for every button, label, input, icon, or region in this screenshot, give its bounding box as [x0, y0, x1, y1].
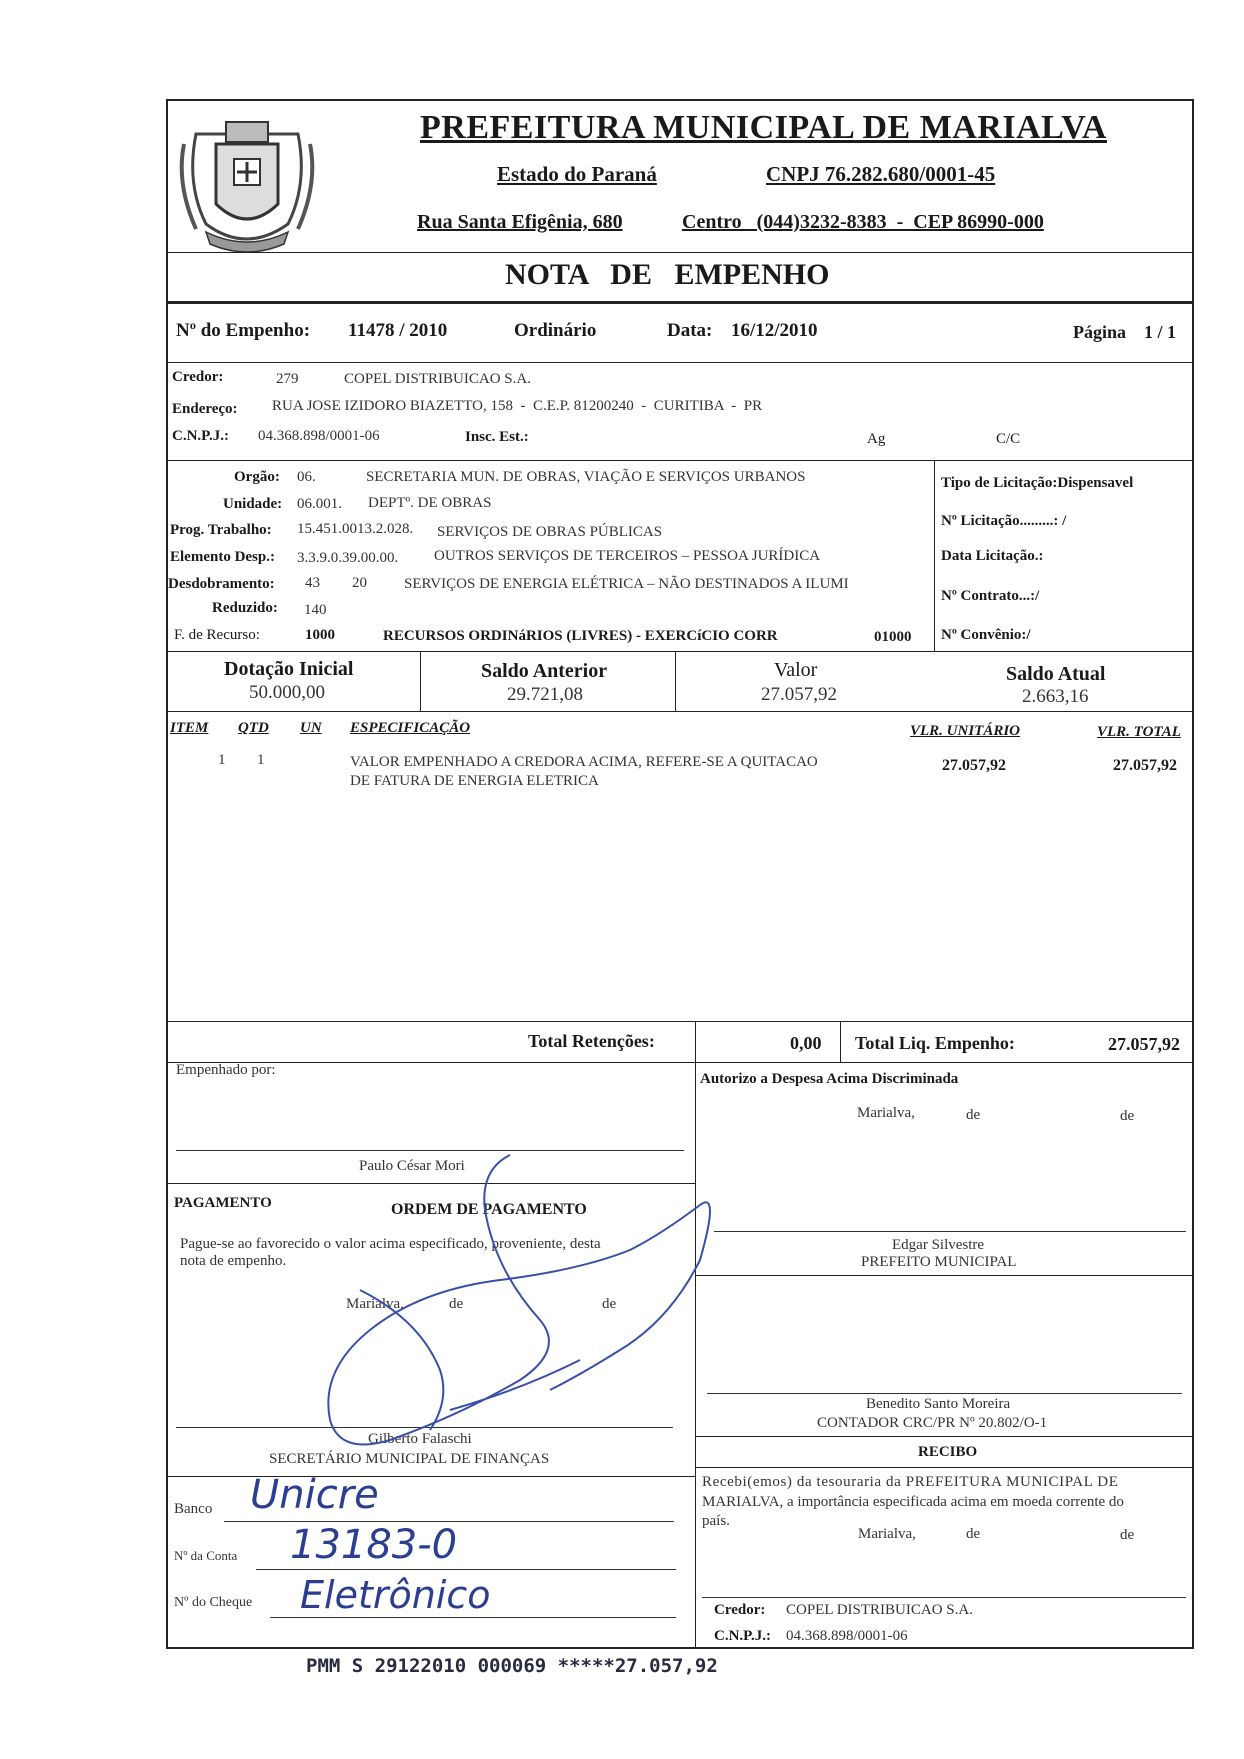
- autorizo-de1: de: [966, 1107, 981, 1123]
- col-especificacao: ESPECIFICAÇÃO: [350, 720, 471, 736]
- ordem-pagamento-label: ORDEM DE PAGAMENTO: [391, 1201, 587, 1218]
- retencoes-value: 0,00: [790, 1033, 822, 1053]
- orgao-label: Orgão:: [234, 469, 280, 485]
- divider: [695, 1021, 696, 1063]
- divider: [695, 1436, 1194, 1437]
- cheque-handwritten: Eletrônico: [300, 1573, 491, 1617]
- coat-of-arms-icon: [176, 104, 318, 260]
- divider: [166, 651, 1194, 652]
- desdobramento-code1: 43: [305, 575, 320, 591]
- cnpj-credor-value: 04.368.898/0001-06: [258, 428, 380, 444]
- recibo-de1: de: [966, 1526, 981, 1542]
- conta-handwritten: 13183-0: [290, 1522, 458, 1568]
- saldo-atual-value: 2.663,16: [1022, 686, 1089, 707]
- unidade-code: 06.001.: [297, 496, 342, 512]
- empenhado-name: Paulo César Mori: [359, 1158, 465, 1174]
- empenho-number-label: Nº do Empenho:: [176, 320, 311, 341]
- recibo-text-line3: país.: [702, 1513, 730, 1529]
- prefeito-title: PREFEITO MUNICIPAL: [861, 1254, 1017, 1270]
- fonte-label: F. de Recurso:: [174, 627, 260, 643]
- valor-label: Valor: [774, 659, 818, 681]
- item-qtd: 1: [257, 752, 265, 768]
- elemento-value: OUTROS SERVIÇOS DE TERCEIROS – PESSOA JURÍDICA: [434, 548, 821, 564]
- signature-line: [707, 1393, 1182, 1394]
- recibo-credor-label: Credor:: [714, 1602, 766, 1618]
- page-number: 1 / 1: [1144, 322, 1177, 342]
- contador-title: CONTADOR CRC/PR Nº 20.802/O-1: [817, 1415, 1048, 1431]
- credor-name: COPEL DISTRIBUICAO S.A.: [344, 371, 531, 387]
- district-phone-label: Centro (044)3232-8383 - CEP 86990-000: [682, 211, 1044, 233]
- doc-title: NOTA DE EMPENHO: [505, 258, 830, 291]
- orgao-code: 06.: [297, 469, 316, 485]
- page-title: PREFEITURA MUNICIPAL DE MARIALVA: [420, 109, 1107, 146]
- divider: [166, 252, 1194, 253]
- licitacao-contrato: Nº Contrato...:/: [941, 588, 1040, 604]
- divider: [166, 301, 1194, 304]
- item-espec-line1: VALOR EMPENHADO A CREDORA ACIMA, REFERE-SE A QUITACAO: [350, 754, 818, 770]
- empenhado-label: Empenhado por:: [176, 1062, 276, 1078]
- insc-label: Insc. Est.:: [465, 429, 529, 445]
- cc-label: C/C: [996, 431, 1021, 447]
- prog-code: 15.451.0013.2.028.: [297, 521, 414, 537]
- endereco-value: RUA JOSE IZIDORO BIAZETTO, 158 - C.E.P. 81200240 - CURITIBA - PR: [272, 398, 763, 414]
- ag-label: Ag: [867, 431, 886, 447]
- prog-label: Prog. Trabalho:: [170, 522, 272, 538]
- prog-value: SERVIÇOS DE OBRAS PÚBLICAS: [437, 524, 663, 540]
- divider: [934, 460, 935, 651]
- signature-line: [714, 1231, 1186, 1232]
- conta-line: [256, 1569, 676, 1570]
- autorizo-local: Marialva,: [857, 1105, 915, 1121]
- divider: [166, 711, 1194, 712]
- col-item: ITEM: [170, 720, 209, 736]
- recibo-text-line1: Recebi(emos) da tesouraria da PREFEITURA MUNICIPAL DE: [702, 1474, 1119, 1490]
- banco-label: Banco: [174, 1501, 213, 1517]
- divider: [166, 362, 1194, 363]
- divider: [166, 1476, 695, 1477]
- secretario-name: Gilberto Falaschi: [368, 1431, 472, 1447]
- reduzido-value: 140: [304, 602, 327, 618]
- pagamento-de2: de: [602, 1296, 617, 1312]
- state-label: Estado do Paraná: [497, 162, 657, 186]
- banco-handwritten: Unicre: [250, 1472, 379, 1518]
- pagamento-local: Marialva,: [346, 1296, 404, 1312]
- dotacao-inicial-value: 50.000,00: [249, 682, 325, 703]
- fonte-number: 01000: [874, 629, 912, 645]
- divider: [695, 1467, 1194, 1468]
- item-total-value: 27.057,92: [1113, 757, 1177, 774]
- empenho-number: 11478 / 2010: [348, 320, 448, 341]
- desdobramento-label: Desdobramento:: [168, 576, 275, 592]
- pagamento-text-line1: Pague-se ao favorecido o valor acima especificado, proveniente, desta: [180, 1236, 601, 1252]
- licitacao-tipo: Tipo de Licitação:Dispensavel: [941, 475, 1134, 491]
- licitacao-numero: Nº Licitação.........: /: [941, 513, 1067, 529]
- date-label: Data:: [667, 320, 713, 341]
- handwritten-signature: [300, 1150, 720, 1460]
- autorizo-label: Autorizo a Despesa Acima Discriminada: [700, 1071, 959, 1087]
- divider: [166, 1062, 1194, 1063]
- address-label: Rua Santa Efigênia, 680: [417, 211, 623, 233]
- liq-label: Total Liq. Empenho:: [855, 1033, 1015, 1053]
- recibo-cnpj-label: C.N.P.J.:: [714, 1628, 771, 1644]
- divider: [166, 1021, 1194, 1022]
- date-value: 16/12/2010: [731, 320, 818, 341]
- recibo-cnpj-value: 04.368.898/0001-06: [786, 1628, 908, 1644]
- unidade-value: DEPTº. DE OBRAS: [368, 495, 492, 511]
- licitacao-convenio: Nº Convênio:/: [941, 627, 1031, 643]
- col-qtd: QTD: [238, 720, 269, 736]
- divider: [840, 1021, 841, 1063]
- cnpj-credor-label: C.N.P.J.:: [172, 428, 229, 444]
- pagamento-label: PAGAMENTO: [174, 1195, 272, 1211]
- reduzido-label: Reduzido:: [212, 600, 278, 616]
- item-espec-line2: DE FATURA DE ENERGIA ELETRICA: [350, 773, 599, 789]
- col-vlr-unitario: VLR. UNITÁRIO: [910, 723, 1021, 739]
- item-number: 1: [218, 752, 226, 768]
- divider: [695, 1275, 1194, 1276]
- item-unit-value: 27.057,92: [942, 757, 1006, 774]
- cheque-label: Nº do Cheque: [174, 1595, 253, 1610]
- secretario-title: SECRETÁRIO MUNICIPAL DE FINANÇAS: [269, 1451, 550, 1467]
- contador-name: Benedito Santo Moreira: [866, 1396, 1011, 1412]
- licitacao-data: Data Licitação.:: [941, 548, 1044, 564]
- fonte-code: 1000: [305, 627, 335, 643]
- desdobramento-code2: 20: [352, 575, 367, 591]
- recibo-title: RECIBO: [918, 1444, 978, 1460]
- divider: [166, 460, 1194, 461]
- divider: [420, 651, 421, 711]
- prefeito-name: Edgar Silvestre: [892, 1237, 985, 1253]
- autorizo-de2: de: [1120, 1108, 1135, 1124]
- liq-value: 27.057,92: [1108, 1034, 1180, 1054]
- saldo-anterior-value: 29.721,08: [507, 684, 583, 705]
- valor-value: 27.057,92: [761, 684, 837, 705]
- dotacao-inicial-label: Dotação Inicial: [224, 658, 354, 680]
- desdobramento-value: SERVIÇOS DE ENERGIA ELÉTRICA – NÃO DESTINADOS A ILUMI: [404, 576, 849, 592]
- recibo-de2: de: [1120, 1527, 1135, 1543]
- endereco-label: Endereço:: [172, 401, 238, 417]
- divider: [675, 651, 676, 711]
- elemento-label: Elemento Desp.:: [170, 549, 275, 565]
- unidade-label: Unidade:: [223, 496, 283, 512]
- fonte-value: RECURSOS ORDINáRIOS (LIVRES) - EXERCíCIO CORR: [383, 628, 778, 644]
- elemento-code: 3.3.9.0.39.00.00.: [297, 550, 399, 566]
- saldo-anterior-label: Saldo Anterior: [481, 660, 608, 682]
- bottom-stamp: PMM S 29122010 000069 *****27.057,92: [306, 1655, 718, 1677]
- credor-code: 279: [276, 371, 299, 387]
- recibo-credor-value: COPEL DISTRIBUICAO S.A.: [786, 1602, 973, 1618]
- recibo-text-line2: MARIALVA, a importância especificada acima em moeda corrente do: [702, 1494, 1124, 1510]
- cheque-line: [270, 1617, 676, 1618]
- empenho-type: Ordinário: [514, 320, 597, 341]
- page-label: Página: [1073, 322, 1127, 342]
- col-vlr-total: VLR. TOTAL: [1097, 724, 1181, 740]
- cnpj-label: CNPJ 76.282.680/0001-45: [766, 162, 996, 186]
- pagamento-text-line2: nota de empenho.: [180, 1253, 287, 1269]
- conta-label: Nº da Conta: [174, 1548, 238, 1563]
- retencoes-label: Total Retenções:: [528, 1031, 655, 1051]
- saldo-atual-label: Saldo Atual: [1006, 663, 1106, 685]
- col-un: UN: [300, 720, 322, 736]
- credor-label: Credor:: [172, 369, 224, 385]
- orgao-value: SECRETARIA MUN. DE OBRAS, VIAÇÃO E SERVIÇOS URBANOS: [366, 469, 806, 485]
- pagamento-de1: de: [449, 1296, 464, 1312]
- recibo-local: Marialva,: [858, 1526, 916, 1542]
- signature-line: [702, 1597, 1186, 1598]
